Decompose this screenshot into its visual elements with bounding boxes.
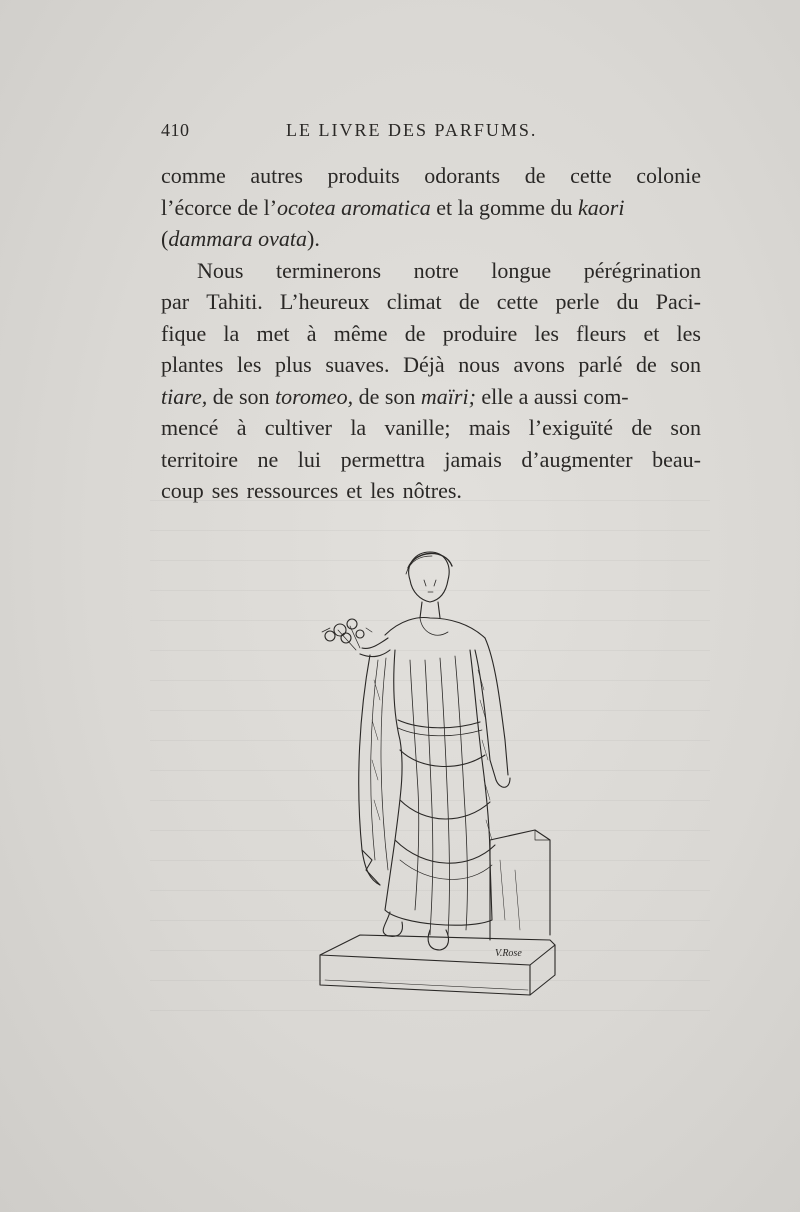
text-line: l’écorce de l’ ocotea aromatica et la gomme du kaori [161, 194, 625, 220]
text-line: mencé à cultiver la vanille; mais l’exiguïté de son [161, 415, 701, 440]
body-text [161, 160, 701, 507]
text-line: fique la met à même de produire les fleurs et les [161, 320, 701, 346]
artist-signature: V.Rose [495, 948, 522, 959]
text-line: territoire ne lui permettra jamais d’augmenter beau- [161, 446, 701, 472]
statue-engraving-icon [300, 540, 570, 1010]
text-line: Nous terminerons notre longue pérégrination [197, 257, 701, 283]
text-line: coup ses ressources et les nôtres. [161, 478, 462, 503]
running-title: LE LIVRE DES PARFUMS. [286, 120, 538, 140]
text-line: ( dammara ovata ). [161, 226, 320, 251]
page-number: 410 [161, 120, 190, 140]
statue-illustration [300, 540, 570, 1010]
text-line: comme autres produits odorants de cette colonie [161, 163, 701, 188]
text-line: par Tahiti. L’heureux climat de cette perle du Paci- [161, 289, 701, 314]
running-header [161, 120, 701, 144]
text-line: tiare, de son toromeo, de son maïri; elle a aussi com- [161, 383, 629, 409]
text-line: plantes les plus suaves. Déjà nous avons parlé de son [161, 352, 701, 377]
